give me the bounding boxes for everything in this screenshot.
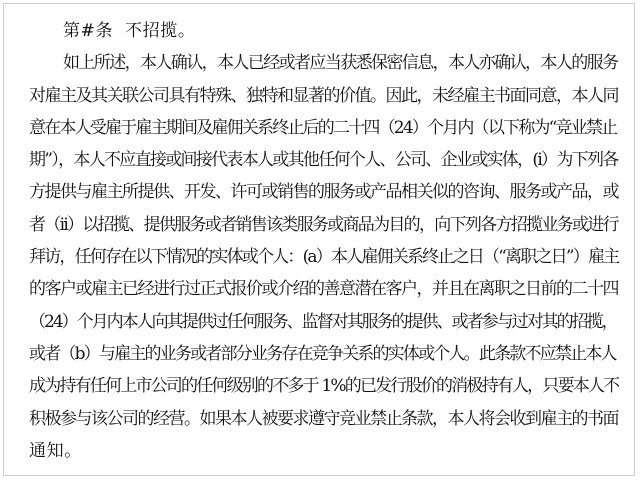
clause-body bbox=[29, 15, 619, 467]
clause-line: 意在本人受雇于雇主期间及雇佣关系终止后的二十四（24）个月内（以下称为“竞业禁止 bbox=[29, 117, 617, 138]
clause-heading: 第#条 不招揽。 bbox=[63, 21, 196, 41]
clause-line: 积极参与该公司的经营。如果本人被要求遵守竞业禁止条款，本人将会收到雇主的书面 bbox=[29, 408, 618, 429]
clause-line: 通知。 bbox=[29, 440, 82, 461]
clause-line: （24）个月内本人向其提供过任何服务、监督对其服务的提供、或者参与过对其的招揽， bbox=[29, 311, 617, 332]
document-page bbox=[3, 3, 635, 476]
clause-line: 期”），本人不应直接或间接代表本人或其他任何个人、公司、企业或实体，(i）为下列各 bbox=[29, 150, 618, 171]
clause-line: 拜访，任何存在以下情况的实体或个人：(a）本人雇佣关系终止之日（“离职之日”）雇主 bbox=[29, 247, 619, 268]
clause-line: 的客户或雇主已经进行过正式报价或介绍的善意潜在客户，并且在离职之日前的二十四 bbox=[29, 279, 618, 300]
clause-line: 对雇主及其关联公司具有特殊、独特和显著的价值。因此，未经雇主书面同意，本人同 bbox=[29, 85, 618, 106]
clause-line: 或者（b）与雇主的业务或者部分业务存在竞争关系的实体或个人。此条款不应禁止本人 bbox=[29, 343, 616, 364]
clause-line: 者（ii）以招揽、提供服务或者销售该类服务或商品为目的，向下列各方招揽业务或进行 bbox=[29, 214, 618, 235]
clause-line: 如上所述，本人确认，本人已经或者应当获悉保密信息，本人亦确认，本人的服务 bbox=[63, 53, 618, 74]
clause-line: 方提供与雇主所提供、开发、许可或销售的服务或产品相关似的咨询、服务或产品，或 bbox=[29, 182, 618, 203]
clause-line: 成为持有任何上市公司的任何级别的不多于 1%的已发行股价的消极持有人，只要本人不 bbox=[29, 376, 619, 397]
